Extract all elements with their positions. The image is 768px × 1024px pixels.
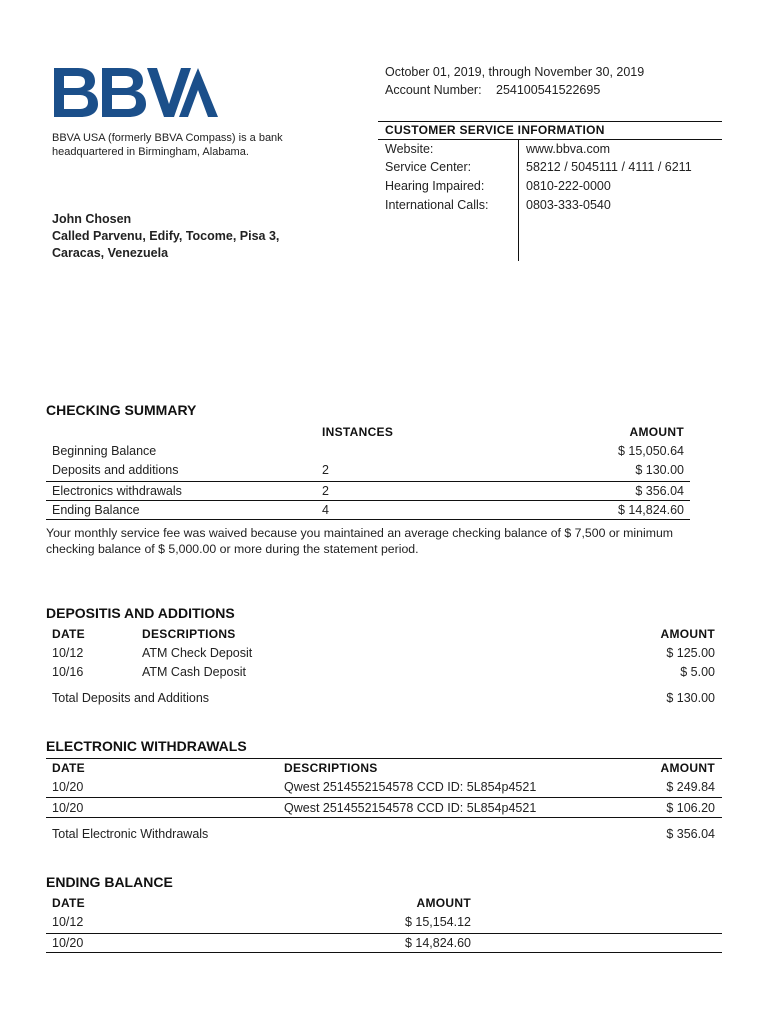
service-top-rule — [378, 121, 722, 122]
checking-row-amount: $ 356.04 — [635, 484, 684, 498]
customer-name: John Chosen — [52, 212, 132, 226]
checking-rule-1 — [46, 481, 690, 482]
service-info-title: CUSTOMER SERVICE INFORMATION — [385, 123, 605, 137]
ending-rule-1 — [46, 933, 722, 934]
checking-row-instances: 2 — [322, 484, 329, 498]
brand-description-line2: headquartered in Birmingham, Alabama. — [52, 146, 249, 158]
deposits-col-date: DATE — [52, 627, 85, 641]
withdrawals-col-desc: DESCRIPTIONS — [284, 761, 378, 775]
withdrawals-rule-2 — [46, 817, 722, 818]
checking-summary-title: CHECKING SUMMARY — [46, 402, 197, 418]
checking-row-label: Electronics withdrawals — [52, 484, 182, 498]
ending-rule-2 — [46, 952, 722, 953]
service-label-hearing: Hearing Impaired: — [385, 179, 485, 193]
withdrawal-row-desc: Qwest 2514552154578 CCD ID: 5L854p4521 — [284, 780, 537, 794]
withdrawals-title: ELECTRONIC WITHDRAWALS — [46, 738, 247, 754]
deposits-total-amount: $ 130.00 — [666, 691, 715, 705]
ending-row-amount: $ 14,824.60 — [404, 936, 471, 950]
deposits-col-amount: AMOUNT — [660, 627, 715, 641]
service-fee-note-line2: checking balance of $ 5,000.00 or more during the statement period. — [46, 542, 419, 556]
withdrawals-top-rule — [46, 758, 722, 759]
service-value-international: 0803-333-0540 — [526, 198, 611, 212]
ending-col-amount: AMOUNT — [416, 896, 471, 910]
service-header-rule — [378, 139, 722, 140]
checking-row-instances: 4 — [322, 503, 329, 517]
deposits-title: DEPOSITIS AND ADDITIONS — [46, 605, 235, 621]
customer-address-line2: Caracas, Venezuela — [52, 246, 169, 260]
bbva-logo — [52, 64, 222, 120]
deposit-row-date: 10/16 — [52, 665, 84, 679]
ending-balance-title: ENDING BALANCE — [46, 874, 173, 890]
service-divider — [518, 139, 519, 261]
account-number-label: Account Number: — [385, 83, 482, 97]
checking-row-label: Beginning Balance — [52, 444, 157, 458]
withdrawals-col-date: DATE — [52, 761, 85, 775]
service-value-website: www.bbva.com — [526, 142, 611, 156]
checking-rule-3 — [46, 519, 690, 520]
customer-address-line1: Called Parvenu, Edify, Tocome, Pisa 3, — [52, 229, 280, 243]
brand-description-line1: BBVA USA (formerly BBVA Compass) is a bank — [52, 132, 283, 144]
service-label-international: International Calls: — [385, 198, 489, 212]
withdrawal-row-date: 10/20 — [52, 801, 84, 815]
withdrawals-col-amount: AMOUNT — [660, 761, 715, 775]
withdrawals-rule-1 — [46, 797, 722, 798]
deposit-row-amount: $ 5.00 — [680, 665, 715, 679]
checking-rule-2 — [46, 500, 690, 501]
service-value-center: 58212 / 5045111 / 4111 / 6211 — [526, 160, 692, 174]
deposit-row-date: 10/12 — [52, 646, 84, 660]
checking-col-instances: INSTANCES — [322, 425, 394, 439]
withdrawals-total-label: Total Electronic Withdrawals — [52, 827, 209, 841]
ending-row-date: 10/12 — [52, 915, 84, 929]
withdrawal-row-date: 10/20 — [52, 780, 84, 794]
withdrawals-total-amount: $ 356.04 — [666, 827, 715, 841]
checking-row-label: Deposits and additions — [52, 463, 179, 477]
service-fee-note-line1: Your monthly service fee was waived because you maintained an average checking balance of $ 7,500 or minimum — [46, 526, 674, 540]
checking-row-amount: $ 15,050.64 — [617, 444, 684, 458]
ending-col-date: DATE — [52, 896, 85, 910]
service-label-center: Service Center: — [385, 160, 472, 174]
deposit-row-desc: ATM Check Deposit — [142, 646, 253, 660]
deposits-col-desc: DESCRIPTIONS — [142, 627, 236, 641]
statement-period: October 01, 2019, through November 30, 2019 — [385, 65, 645, 79]
ending-row-amount: $ 15,154.12 — [404, 915, 471, 929]
deposit-row-desc: ATM Cash Deposit — [142, 665, 246, 679]
deposits-total-label: Total Deposits and Additions — [52, 691, 210, 705]
checking-col-amount: AMOUNT — [629, 425, 684, 439]
withdrawal-row-desc: Qwest 2514552154578 CCD ID: 5L854p4521 — [284, 801, 537, 815]
checking-row-amount: $ 130.00 — [635, 463, 684, 477]
service-value-hearing: 0810-222-0000 — [526, 179, 611, 193]
account-number: 254100541522695 — [496, 83, 601, 97]
checking-row-label: Ending Balance — [52, 503, 140, 517]
withdrawal-row-amount: $ 249.84 — [666, 780, 715, 794]
checking-row-instances: 2 — [322, 463, 329, 477]
checking-row-amount: $ 14,824.60 — [617, 503, 684, 517]
ending-row-date: 10/20 — [52, 936, 84, 950]
withdrawal-row-amount: $ 106.20 — [666, 801, 715, 815]
deposit-row-amount: $ 125.00 — [666, 646, 715, 660]
service-label-website: Website: — [385, 142, 434, 156]
